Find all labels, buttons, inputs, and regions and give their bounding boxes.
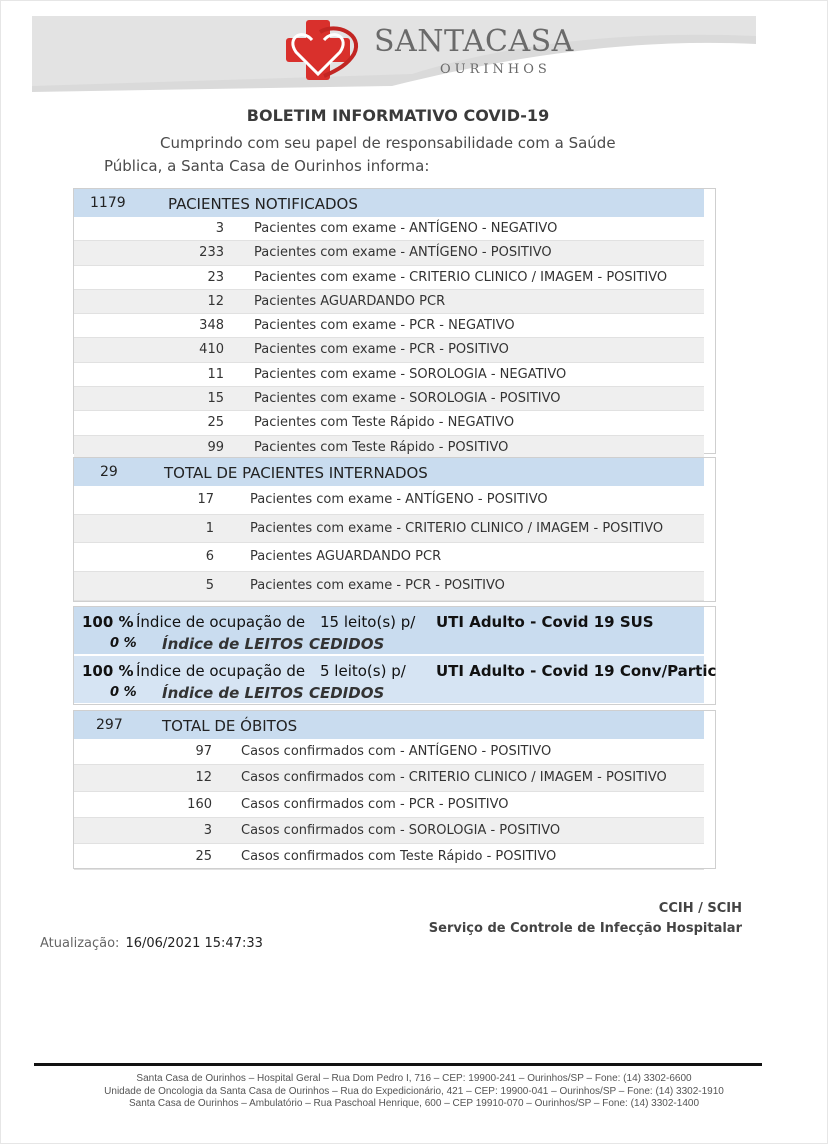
- occupancy-description: Índice de ocupação de: [136, 662, 306, 680]
- brand-name: SANTACASA: [374, 24, 574, 59]
- row-label: Pacientes com exame - ANTÍGENO - POSITIVO: [254, 245, 552, 261]
- row-count: 99: [207, 439, 224, 455]
- occupancy-percent: 100 %: [82, 662, 134, 680]
- deaths-label: TOTAL DE ÓBITOS: [162, 717, 298, 735]
- row-label: Casos confirmados com - PCR - POSITIVO: [241, 796, 509, 812]
- table-header: [74, 189, 704, 217]
- heart-cross-icon: [284, 18, 364, 84]
- deaths-table: [73, 710, 716, 869]
- update-value: 16/06/2021 15:47:33: [125, 936, 263, 951]
- table-row: [74, 543, 704, 572]
- row-label: Casos confirmados com - CRITERIO CLINICO / IMAGEM - POSITIVO: [241, 770, 667, 786]
- row-count: 1: [205, 520, 214, 536]
- update-label: Atualização:: [40, 936, 120, 951]
- table-header: [74, 458, 704, 486]
- row-label: Pacientes com exame - CRITERIO CLINICO / IMAGEM - POSITIVO: [254, 269, 668, 285]
- hospitalized-patients-table: [73, 457, 716, 602]
- ceded-percent: 0 %: [110, 636, 137, 651]
- table-row: [74, 486, 704, 515]
- row-count: 17: [197, 492, 214, 507]
- footer-addresses: [0, 1073, 828, 1111]
- row-label: Pacientes com exame - ANTÍGENO - POSITIVO: [250, 492, 548, 507]
- row-label: Pacientes com exame - PCR - NEGATIVO: [254, 318, 515, 334]
- row-count: 23: [207, 269, 224, 285]
- row-count: 15: [207, 391, 224, 407]
- row-count: 6: [205, 549, 214, 565]
- row-label: Pacientes com exame - ANTÍGENO - NEGATIVO: [254, 221, 558, 236]
- row-count: 5: [205, 578, 214, 594]
- notified-patients-table: [73, 188, 716, 454]
- row-count: 25: [195, 849, 212, 865]
- table-row: [74, 844, 704, 870]
- footer-line: Santa Casa de Ourinhos – Ambulatório – Rua Paschoal Henrique, 600 – CEP 19910-070 – Ourinhos/SP – Fone: (14) 3302-1400: [129, 1098, 699, 1109]
- occupancy-unit: UTI Adulto - Covid 19 SUS: [436, 613, 654, 631]
- row-label: Pacientes com exame - PCR - POSITIVO: [254, 342, 509, 358]
- row-count: 233: [199, 245, 224, 261]
- table-row: [74, 765, 704, 791]
- row-count: 3: [203, 822, 212, 838]
- department-service: Serviço de Controle de Infecção Hospitalar: [428, 921, 742, 936]
- ceded-label: Índice de LEITOS CEDIDOS: [162, 684, 385, 702]
- intro-text-line2: Pública, a Santa Casa de Ourinhos informa:: [104, 157, 430, 175]
- occupancy-percent: 100 %: [82, 613, 134, 631]
- row-label: Pacientes com exame - SOROLOGIA - POSITIVO: [254, 391, 561, 407]
- occupancy-beds: 5 leito(s) p/: [320, 662, 406, 680]
- table-row: [74, 217, 704, 241]
- footer-divider: [34, 1063, 762, 1066]
- ceded-label: Índice de LEITOS CEDIDOS: [162, 635, 385, 653]
- santa-casa-logo: [284, 18, 584, 88]
- occupancy-row-sus: [74, 607, 704, 654]
- row-count: 12: [195, 770, 212, 786]
- row-count: 11: [207, 366, 224, 382]
- footer-line: Unidade de Oncologia da Santa Casa de Ourinhos – Rua do Expedicionário, 421 – CEP: 19900-041 – Ourinhos/SP – Fone: (14) 3302-1910: [104, 1085, 724, 1097]
- table-row: [74, 792, 704, 818]
- intro-text-line1: Cumprindo com seu papel de responsabilidade com a Saúde: [160, 134, 616, 152]
- notified-label: PACIENTES NOTIFICADOS: [168, 195, 358, 213]
- occupancy-table: [73, 606, 716, 705]
- row-count: 160: [187, 796, 212, 812]
- ceded-percent: 0 %: [110, 685, 137, 700]
- notified-total: 1179: [90, 195, 126, 211]
- table-row: [74, 387, 704, 411]
- row-label: Pacientes com exame - PCR - POSITIVO: [250, 578, 505, 594]
- letterhead: [32, 16, 756, 92]
- page-title: BOLETIM INFORMATIVO COVID-19: [246, 106, 550, 125]
- table-row: [74, 290, 704, 314]
- table-row: [74, 572, 704, 601]
- row-label: Pacientes com exame - SOROLOGIA - NEGATIVO: [254, 366, 567, 382]
- table-row: [74, 818, 704, 844]
- row-label: Pacientes com Teste Rápido - NEGATIVO: [254, 415, 515, 431]
- row-label: Pacientes AGUARDANDO PCR: [254, 293, 446, 309]
- table-row: [74, 363, 704, 387]
- row-label: Pacientes com Teste Rápido - POSITIVO: [254, 439, 509, 455]
- table-header: [74, 711, 704, 739]
- row-label: Casos confirmados com Teste Rápido - POSITIVO: [241, 849, 557, 865]
- row-label: Pacientes AGUARDANDO PCR: [250, 549, 442, 565]
- occupancy-beds: 15 leito(s) p/: [320, 613, 416, 631]
- occupancy-description: Índice de ocupação de: [136, 613, 306, 631]
- department-name: CCIH / SCIH: [658, 901, 742, 916]
- hospitalized-label: TOTAL DE PACIENTES INTERNADOS: [164, 464, 428, 482]
- row-count: 410: [199, 342, 224, 358]
- table-row: [74, 314, 704, 338]
- table-row: [74, 411, 704, 435]
- row-count: 12: [207, 293, 224, 309]
- table-row: [74, 241, 704, 265]
- row-label: Pacientes com exame - CRITERIO CLINICO / IMAGEM - POSITIVO: [250, 520, 664, 536]
- hospitalized-total: 29: [100, 464, 118, 480]
- row-count: 25: [207, 415, 224, 431]
- row-label: Casos confirmados com - SOROLOGIA - POSITIVO: [241, 822, 561, 838]
- row-count: 348: [199, 318, 224, 334]
- footer-line: Santa Casa de Ourinhos – Hospital Geral – Rua Dom Pedro I, 716 – CEP: 19900-241 – Ourinhos/SP – Fone: (14) 3302-6600: [136, 1073, 692, 1084]
- occupancy-unit: UTI Adulto - Covid 19 Conv/Partic: [436, 662, 717, 680]
- table-row: [74, 739, 704, 765]
- table-row: [74, 338, 704, 362]
- row-label: Casos confirmados com - ANTÍGENO - POSITIVO: [241, 744, 552, 759]
- deaths-total: 297: [96, 717, 123, 733]
- brand-city: OURINHOS: [440, 62, 551, 77]
- table-row: [74, 515, 704, 544]
- update-timestamp: [40, 936, 263, 951]
- row-count: 97: [195, 744, 212, 759]
- occupancy-row-conv: [74, 656, 717, 703]
- row-count: 3: [215, 221, 224, 236]
- table-row: [74, 266, 704, 290]
